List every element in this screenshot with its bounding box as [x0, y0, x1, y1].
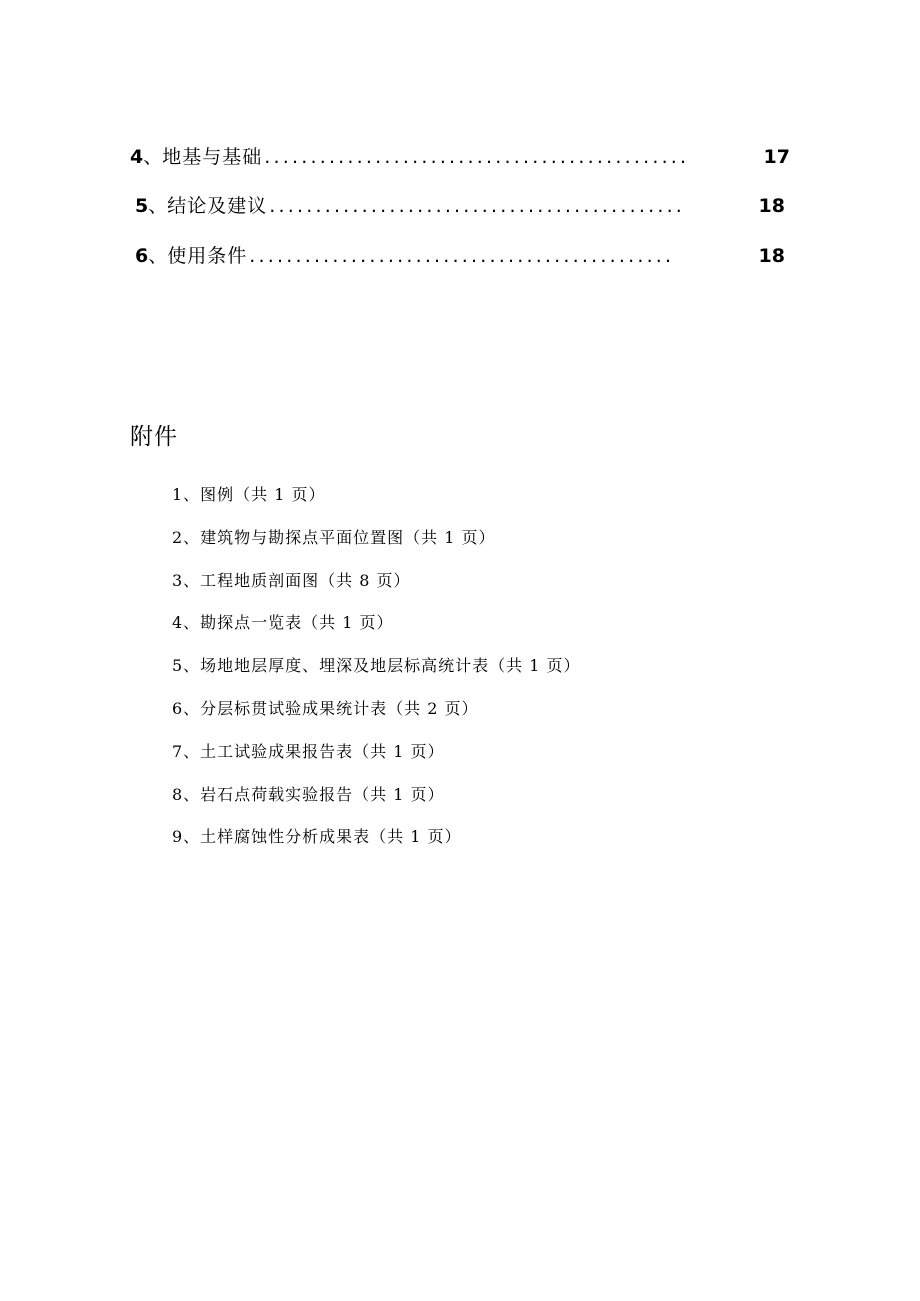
toc-entry[interactable] [130, 145, 790, 169]
appendix-item: 8、岩石点荷载实验报告（共 1 页） [172, 784, 445, 804]
toc-entry-page: 18 [758, 245, 785, 267]
toc-entry-separator: 、 [148, 245, 168, 267]
toc-entry-page: 17 [763, 146, 790, 168]
toc-entry-number: 5 [135, 195, 149, 217]
appendix-item: 4、勘探点一览表（共 1 页） [172, 613, 394, 633]
toc-entry-title: 使用条件 [167, 245, 248, 267]
appendix-item: 6、分层标贯试验成果统计表（共 2 页） [172, 698, 479, 718]
toc-dot-leader: .............................................. [264, 146, 690, 168]
appendix-item: 9、土样腐蚀性分析成果表（共 1 页） [172, 827, 462, 847]
appendix-item: 3、工程地质剖面图（共 8 页） [172, 570, 411, 590]
toc-entry[interactable] [135, 244, 785, 268]
toc-dot-leader: .............................................. [249, 245, 675, 267]
appendix-list [172, 484, 581, 869]
toc-entry-title: 结论及建议 [167, 195, 268, 217]
toc-entry-number: 4 [130, 146, 144, 168]
appendix-item: 5、场地地层厚度、埋深及地层标高统计表（共 1 页） [172, 656, 581, 676]
appendix-item: 2、建筑物与勘探点平面位置图（共 1 页） [172, 527, 496, 547]
toc-entry-page: 18 [758, 195, 785, 217]
toc-entry-number: 6 [135, 245, 149, 267]
toc-dot-leader: ............................................. [269, 195, 686, 217]
toc-entry-separator: 、 [148, 195, 168, 217]
appendix-heading: 附件 [130, 424, 178, 450]
toc-entry[interactable] [135, 194, 785, 218]
toc-entry-separator: 、 [143, 146, 163, 168]
toc-entry-title: 地基与基础 [162, 146, 263, 168]
appendix-item: 7、土工试验成果报告表（共 1 页） [172, 741, 445, 761]
appendix-item: 1、图例（共 1 页） [172, 485, 326, 504]
